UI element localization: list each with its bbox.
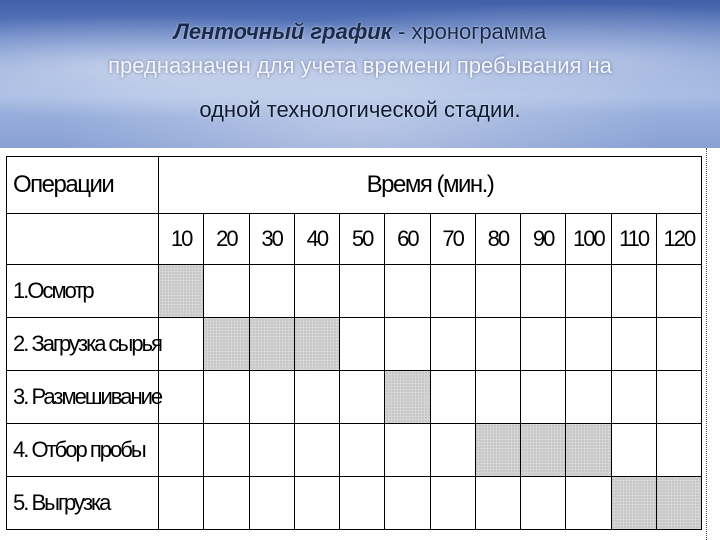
gantt-empty-cell (340, 265, 385, 318)
gantt-empty-cell (204, 265, 249, 318)
operation-row (7, 318, 702, 371)
gantt-empty-cell (249, 371, 294, 424)
gantt-empty-cell (521, 371, 566, 424)
gantt-bar-cell (475, 424, 520, 477)
gantt-empty-cell (430, 424, 475, 477)
gantt-empty-cell (521, 477, 566, 530)
gantt-bar-cell (294, 318, 339, 371)
title-emphasis: Ленточный график (173, 19, 392, 44)
title-line-3: одной технологической стадии. (199, 97, 521, 122)
gantt-empty-cell (159, 318, 204, 371)
gantt-empty-cell (159, 371, 204, 424)
header-row (7, 157, 702, 214)
gantt-empty-cell (566, 265, 611, 318)
gantt-bar-cell (249, 318, 294, 371)
gantt-empty-cell (566, 477, 611, 530)
gantt-empty-cell (430, 318, 475, 371)
gantt-empty-cell (340, 424, 385, 477)
title-line-1 (0, 18, 720, 46)
tick-label: 80 (475, 214, 520, 265)
gantt-empty-cell (656, 318, 701, 371)
gantt-empty-cell (249, 477, 294, 530)
gantt-empty-cell (249, 265, 294, 318)
tick-label: 30 (249, 214, 294, 265)
gantt-empty-cell (475, 318, 520, 371)
gantt-empty-cell (475, 371, 520, 424)
operation-row (7, 424, 702, 477)
operation-row (7, 477, 702, 530)
gantt-empty-cell (521, 318, 566, 371)
gantt-empty-cell (294, 265, 339, 318)
operation-label: 5. Выгрузка (7, 477, 159, 530)
gantt-empty-cell (611, 318, 656, 371)
gantt-empty-cell (566, 371, 611, 424)
operation-label: 2. Загрузка сырья (7, 318, 159, 371)
gantt-empty-cell (385, 318, 430, 371)
gantt-empty-cell (159, 424, 204, 477)
operation-row (7, 265, 702, 318)
operation-label: 4. Отбор пробы (7, 424, 159, 477)
gantt-empty-cell (656, 265, 701, 318)
gantt-empty-cell (430, 265, 475, 318)
gantt-bar-cell (385, 371, 430, 424)
ticks-corner-cell (7, 214, 159, 265)
dotted-guide-line (706, 148, 707, 540)
operation-row (7, 371, 702, 424)
gantt-empty-cell (566, 318, 611, 371)
gantt-empty-cell (430, 477, 475, 530)
gantt-empty-cell (611, 424, 656, 477)
gantt-empty-cell (430, 371, 475, 424)
gantt-empty-cell (204, 477, 249, 530)
tick-label: 90 (521, 214, 566, 265)
gantt-empty-cell (521, 265, 566, 318)
gantt-bar-cell (159, 265, 204, 318)
gantt-empty-cell (294, 477, 339, 530)
gantt-empty-cell (204, 424, 249, 477)
tick-label: 100 (566, 214, 611, 265)
gantt-bar-cell (521, 424, 566, 477)
tick-label: 10 (159, 214, 204, 265)
gantt-empty-cell (656, 424, 701, 477)
gantt-empty-cell (294, 371, 339, 424)
gantt-empty-cell (294, 424, 339, 477)
gantt-bar-cell (611, 477, 656, 530)
gantt-empty-cell (611, 371, 656, 424)
title-rest: - хронограмма (391, 19, 547, 44)
ticks-row (7, 214, 702, 265)
gantt-empty-cell (611, 265, 656, 318)
tick-label: 60 (385, 214, 430, 265)
gantt-empty-cell (385, 265, 430, 318)
gantt-empty-cell (159, 477, 204, 530)
time-header: Время (мин.) (159, 157, 702, 214)
operation-label: 1.Осмотр (7, 265, 159, 318)
gantt-empty-cell (249, 424, 294, 477)
gantt-bar-cell (656, 477, 701, 530)
gantt-empty-cell (475, 477, 520, 530)
tick-label: 120 (656, 214, 701, 265)
gantt-bar-cell (566, 424, 611, 477)
gantt-bar-cell (204, 318, 249, 371)
gantt-empty-cell (475, 265, 520, 318)
tick-label: 50 (340, 214, 385, 265)
gantt-empty-cell (204, 371, 249, 424)
gantt-empty-cell (340, 318, 385, 371)
title-line-2: предназначен для учета времени пребывания на (108, 53, 612, 78)
gantt-empty-cell (385, 477, 430, 530)
gantt-empty-cell (340, 371, 385, 424)
header-banner (0, 0, 720, 148)
tick-label: 40 (294, 214, 339, 265)
tick-label: 70 (430, 214, 475, 265)
gantt-empty-cell (656, 371, 701, 424)
operation-label: 3. Размешивание (7, 371, 159, 424)
operations-header: Операции (7, 157, 159, 214)
tick-label: 20 (204, 214, 249, 265)
tick-label: 110 (611, 214, 656, 265)
gantt-table (6, 156, 702, 530)
gantt-empty-cell (340, 477, 385, 530)
gantt-empty-cell (385, 424, 430, 477)
